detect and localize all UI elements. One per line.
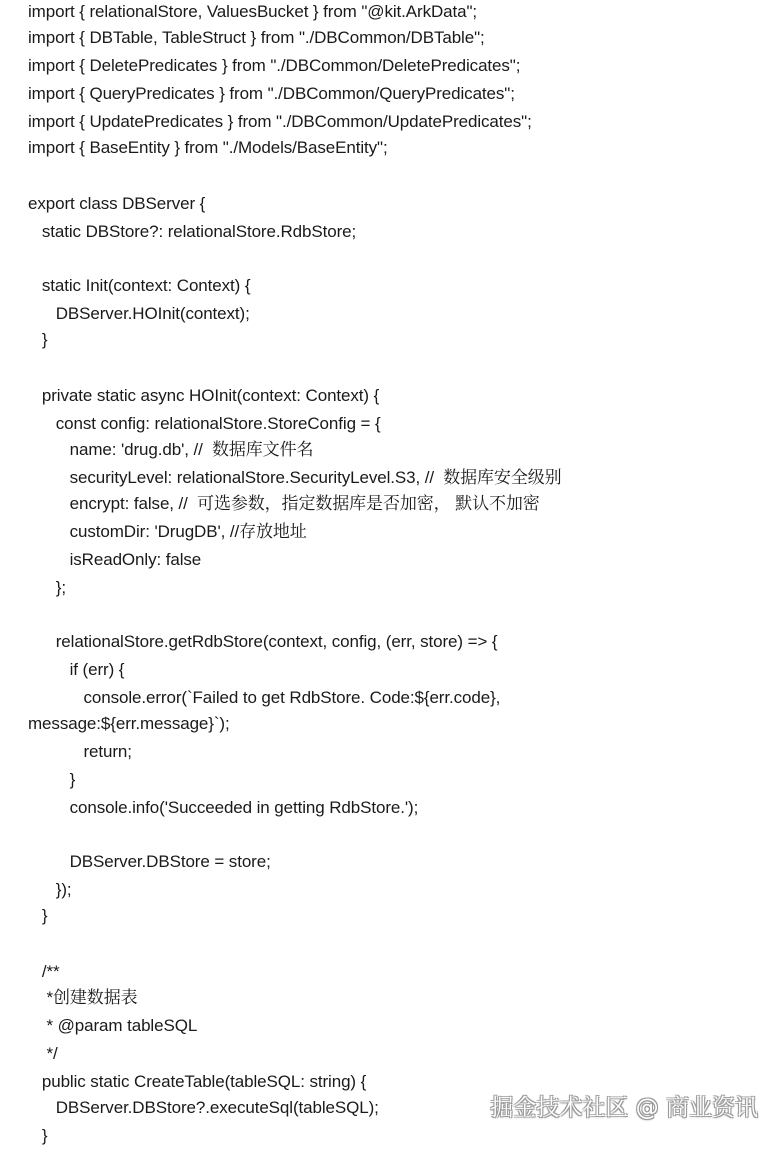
code-line: static Init(context: Context) { — [28, 276, 251, 295]
code-line: import { DeletePredicates } from "./DBCommon/DeletePredicates"; — [28, 56, 521, 75]
code-line: */ — [28, 1044, 58, 1063]
code-line: console.error(`Failed to get RdbStore. Code:${err.code}, — [28, 688, 501, 707]
code-line: DBServer.HOInit(context); — [28, 304, 250, 323]
watermark: 掘金技术社区 @ 商业资讯 — [490, 1095, 758, 1121]
code-line: message:${err.message}`); — [28, 714, 230, 733]
code-line: if (err) { — [28, 660, 125, 679]
code-line: export class DBServer { — [28, 194, 206, 213]
code-line: relationalStore.getRdbStore(context, config, (err, store) => { — [28, 632, 498, 651]
code-line: import { relationalStore, ValuesBucket } from "@kit.ArkData"; — [28, 2, 478, 21]
code-line: private static async HOInit(context: Context) { — [28, 386, 380, 405]
code-line: } — [28, 330, 48, 349]
code-line: isReadOnly: false — [28, 550, 202, 569]
code-line: encrypt: false, // 可选参数，指定数据库是否加密， 默认不加密 — [28, 494, 540, 513]
code-line: import { DBTable, TableStruct } from "./DBCommon/DBTable"; — [28, 28, 485, 47]
code-line: } — [28, 906, 48, 925]
code-line: DBServer.DBStore = store; — [28, 852, 271, 871]
code-line: import { QueryPredicates } from "./DBCommon/QueryPredicates"; — [28, 84, 515, 103]
code-line: import { BaseEntity } from "./Models/BaseEntity"; — [28, 138, 388, 157]
code-line: /** — [28, 962, 60, 981]
code-line: } — [28, 770, 76, 789]
code-line: customDir: 'DrugDB', //存放地址 — [28, 522, 307, 541]
code-line: securityLevel: relationalStore.SecurityLevel.S3, // 数据库安全级别 — [28, 468, 562, 487]
code-line: } — [28, 1126, 48, 1145]
code-line: return; — [28, 742, 132, 761]
code-line: DBServer.DBStore?.executeSql(tableSQL); — [28, 1098, 379, 1117]
code-line: }); — [28, 880, 72, 899]
code-line: static DBStore?: relationalStore.RdbStore; — [28, 222, 357, 241]
code-line: }; — [28, 578, 66, 597]
code-line: *创建数据表 — [28, 988, 138, 1007]
code-line: import { UpdatePredicates } from "./DBCommon/UpdatePredicates"; — [28, 112, 532, 131]
code-line: console.info('Succeeded in getting RdbStore.'); — [28, 798, 419, 817]
code-line: public static CreateTable(tableSQL: string) { — [28, 1072, 367, 1091]
code-line: const config: relationalStore.StoreConfig = { — [28, 414, 381, 433]
code-line: * @param tableSQL — [28, 1016, 198, 1035]
code-line: name: 'drug.db', // 数据库文件名 — [28, 440, 314, 459]
